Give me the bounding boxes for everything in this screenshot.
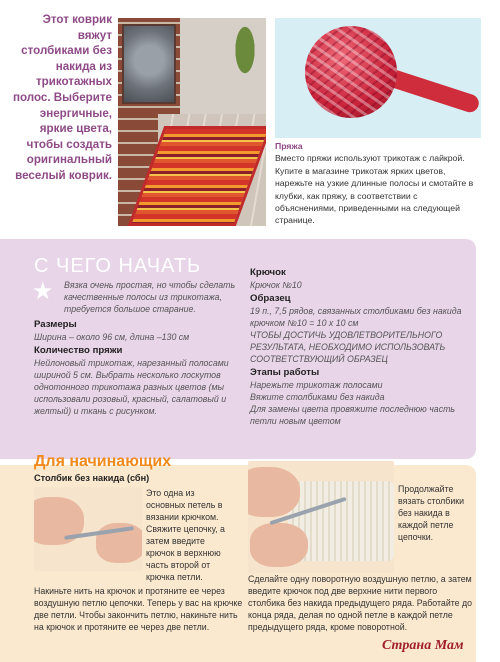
getting-started-title: С ЧЕГО НАЧАТЬ [34,255,202,277]
getting-started-right-column [250,265,470,427]
crochet-step1-photo [34,487,142,571]
plant [230,26,260,86]
start-intro: Вязка очень простая, но чтобы сделать качественные полосы из трикотажа, требуется большое старание. [64,280,236,314]
left-hand [248,467,300,517]
stages-heading: Этапы работы [250,367,320,378]
stage-1: Нарежьте трикотаж полосами [250,380,383,390]
sample-note: ЧТОБЫ ДОСТИЧЬ УДОВЛЕТВОРИТЕЛЬНОГО РЕЗУЛЬТАТА, НЕОБХОДИМО ИСПОЛЬЗОВАТЬ СООТВЕТСТВУЮЩИЙ ОБРАЗЕЦ [250,330,446,364]
watermark: Страна Мам [382,638,464,653]
sample-heading: Образец [250,293,291,304]
beginners-title: Для начинающих [34,453,172,470]
yarn-caption [275,140,481,227]
yarn-amount-heading: Количество пряжи [34,345,123,356]
sizes-heading: Размеры [34,319,77,330]
hook-text: Крючок №10 [250,280,302,290]
wall-art [122,24,176,104]
sizes-text: Ширина – около 96 см, длина –130 см [34,332,190,342]
intro-text: Этот коврик вяжут столбиками без накида из трикотажных полос. Выберите энергичные, яркие цвета, чтобы создать оригинальный веселый коврик. [12,13,112,182]
yarn-caption-body: Вместо пряжи используют трикотаж с лайкрой. Купите в магазине трикотаж ярких цветов, нарежьте на узкие длинные полосы и смотайте в клубки, как пряжу, в соответствии с объяснениями, приведенными на следующей странице. [275,153,474,226]
yarn-caption-title: Пряжа [275,141,303,151]
stage-2: Вяжите столбиками без накида [250,392,385,402]
step1-side-text: Это одна из основных петель в вязании крючком. Свяжите цепочку, а затем введите крючок в верхнюю часть второй от крючка петли. [146,488,225,582]
hook-heading: Крючок [250,267,286,278]
sample-text: 19 п., 7,5 рядов, связанных столбиками без накида крючком №10 = 10 х 10 см [250,306,462,328]
yarn-ball [305,26,397,118]
step1-bottom-text: Накиньте нить на крючок и протяните ее через воздушную петлю цепочки. Теперь у вас на крючке две петли. Чтобы закончить петлю, накиньте нить на крючок и протяните ее через две петли. [34,586,243,632]
right-hand [250,523,308,567]
stage-3: Для замены цвета провяжите последнюю часть петли новым цветом [250,404,456,426]
rug-photo [118,18,266,226]
getting-started-left-column [34,279,236,417]
star-icon: ★ [32,277,54,305]
step2-bottom-text: Сделайте одну поворотную воздушную петлю, а затем введите крючок под две верхние нити первого столбика без накида предыдущего ряда. Работайте до конца ряда, делая по одной петле в каждой петле предыдущего ряда, кроме поворотной. [248,574,473,632]
yarn-amount-text: Нейлоновый трикотаж, нарезанный полосами шириной 5 см. Выбрать несколько лоскутов однотонного трикотажа разных цветов (мы использовали розовый, красный, салатовый и желтый) и ткань с рисунком. [34,358,229,416]
beginners-subtitle: Столбик без накида (сбн) [34,473,150,483]
step2-side-text: Продолжайте вязать столбики без накида в каждой петле цепочки. [398,484,465,542]
yarn-photo [275,18,481,138]
crochet-step2-photo [248,461,394,573]
